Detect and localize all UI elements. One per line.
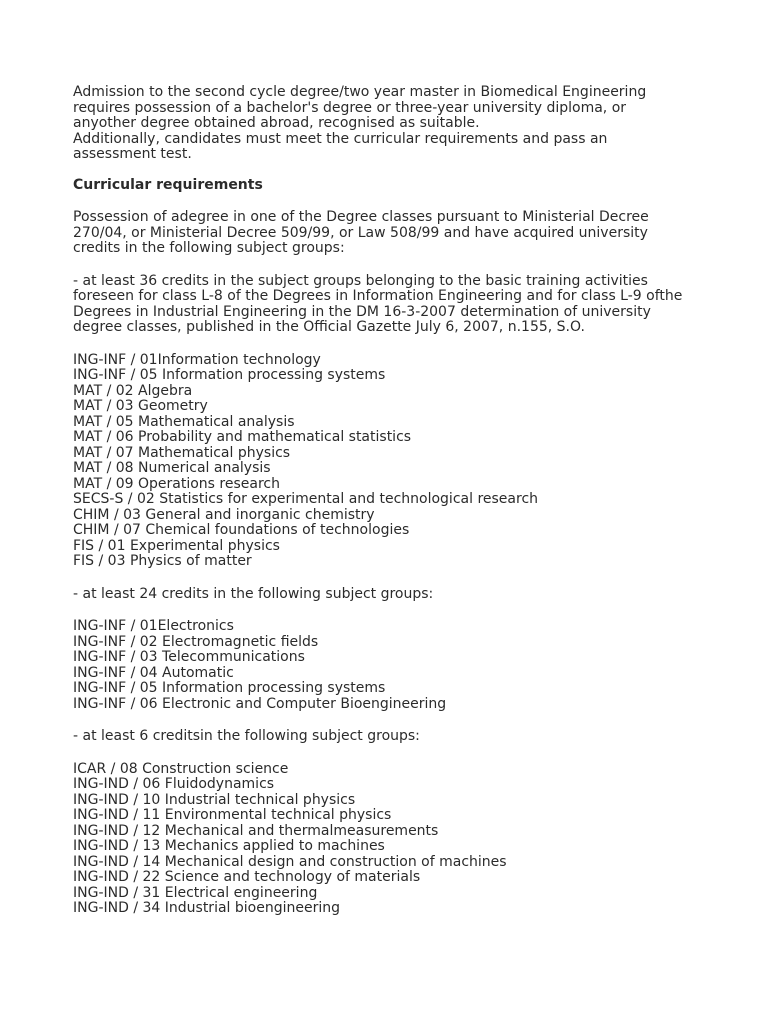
intro-line: assessment test. [73, 146, 192, 162]
list-item: ING-INF / 01Information technology [73, 351, 321, 368]
list-item: ING-INF / 03 Telecommunications [73, 649, 305, 665]
list-item: ING-INF / 05 Information processing systems [73, 367, 386, 383]
list-item: CHIM / 07 Chemical foundations of technologies [73, 522, 410, 538]
list-item: ING-INF / 05 Information processing systems [73, 680, 386, 696]
list-item: ING-IND / 22 Science and technology of materials [73, 869, 421, 885]
list-item: ING-IND / 11 Environmental technical physics [73, 807, 392, 823]
list-item: ING-IND / 13 Mechanics applied to machines [73, 838, 385, 854]
possession-line: credits in the following subject groups: [73, 240, 345, 256]
group1-intro-line: foreseen for class L-8 of the Degrees in Information Engineering and for class L-9 ofthe [73, 288, 683, 304]
list-item: ICAR / 08 Construction science [73, 760, 289, 777]
list-item: FIS / 01 Experimental physics [73, 537, 280, 554]
section-heading: Curricular requirements [73, 176, 263, 193]
group1-list [73, 353, 708, 570]
list-item: MAT / 06 Probability and mathematical statistics [73, 429, 412, 445]
group1-intro [73, 274, 708, 336]
list-item: SECS-S / 02 Statistics for experimental and technological research [73, 491, 539, 507]
list-item: ING-IND / 14 Mechanical design and construction of machines [73, 853, 507, 870]
list-item: ING-INF / 01Electronics [73, 618, 234, 634]
group1-intro-line: Degrees in Industrial Engineering in the DM 16-3-2007 determination of university [73, 303, 651, 320]
list-item: MAT / 08 Numerical analysis [73, 460, 271, 476]
list-item: FIS / 03 Physics of matter [73, 553, 252, 569]
intro-line: requires possession of a bachelor's degree or three-year university diploma, or [73, 99, 627, 116]
list-item: CHIM / 03 General and inorganic chemistry [73, 506, 375, 523]
intro-line: anyother degree obtained abroad, recognised as suitable. [73, 115, 480, 131]
list-item: ING-IND / 10 Industrial technical physics [73, 791, 356, 808]
list-item: MAT / 07 Mathematical physics [73, 444, 291, 461]
list-item: ING-INF / 06 Electronic and Computer Bioengineering [73, 695, 447, 712]
group2-list [73, 619, 708, 712]
list-item: MAT / 03 Geometry [73, 398, 208, 414]
possession-line: Possession of adegree in one of the Degree classes pursuant to Ministerial Decree [73, 209, 649, 225]
intro-paragraph [73, 85, 708, 163]
intro-line: Admission to the second cycle degree/two year master in Biomedical Engineering [73, 84, 647, 100]
intro-line: Additionally, candidates must meet the curricular requirements and pass an [73, 130, 608, 147]
possession-paragraph [73, 210, 708, 257]
list-item: MAT / 09 Operations research [73, 475, 280, 492]
list-item: ING-IND / 34 Industrial bioengineering [73, 900, 340, 916]
group3-intro: - at least 6 creditsin the following subject groups: [73, 728, 420, 744]
possession-line: 270/04, or Ministerial Decree 509/99, or Law 508/99 and have acquired university [73, 224, 648, 241]
list-item: ING-IND / 12 Mechanical and thermalmeasurements [73, 822, 439, 839]
list-item: ING-IND / 06 Fluidodynamics [73, 776, 275, 792]
list-item: ING-IND / 31 Electrical engineering [73, 884, 318, 901]
list-item: MAT / 05 Mathematical analysis [73, 413, 295, 430]
list-item: ING-INF / 02 Electromagnetic fields [73, 633, 319, 650]
group2-intro: - at least 24 credits in the following subject groups: [73, 585, 434, 602]
group1-intro-line: - at least 36 credits in the subject groups belonging to the basic training activities [73, 272, 648, 289]
list-item: ING-INF / 04 Automatic [73, 664, 234, 681]
group1-intro-line: degree classes, published in the Official Gazette July 6, 2007, n.155, S.O. [73, 319, 585, 335]
group3-list [73, 762, 708, 917]
list-item: MAT / 02 Algebra [73, 382, 193, 399]
